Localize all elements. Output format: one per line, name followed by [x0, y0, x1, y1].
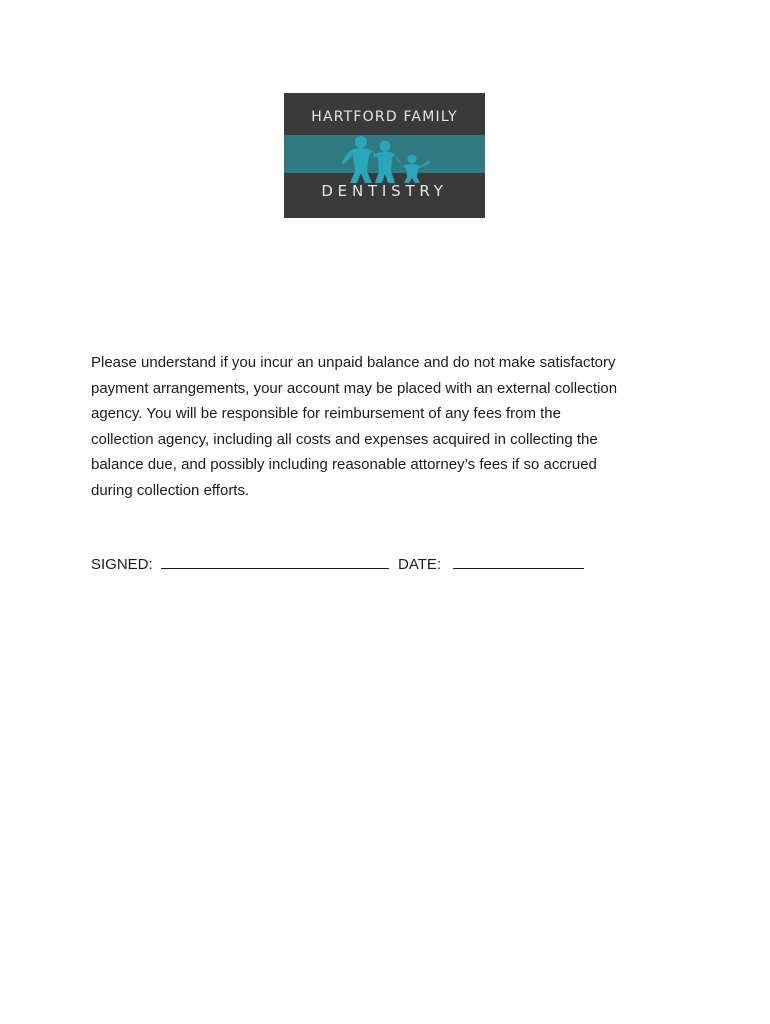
logo-text-top: HARTFORD FAMILY — [311, 109, 458, 125]
date-label: DATE: — [398, 556, 442, 573]
paragraph-line: collection agency, including all costs and expenses acquired in collecting the — [91, 430, 598, 448]
paragraph-line: payment arrangements, your account may be placed with an external collection — [91, 379, 618, 397]
signature-field[interactable] — [161, 554, 389, 569]
collection-policy-paragraph — [91, 350, 681, 503]
practice-logo — [284, 93, 485, 218]
paragraph-line: agency. You will be responsible for reimbursement of any fees from the — [91, 405, 561, 422]
family-figures-icon — [339, 133, 434, 183]
paragraph-line: Please understand if you incur an unpaid balance and do not make satisfactory — [91, 354, 616, 371]
paragraph-line: balance due, and possibly including reasonable attorney’s fees if so accrued — [91, 456, 597, 473]
signed-label: SIGNED: — [91, 556, 153, 573]
logo-text-bottom: DENTISTRY — [321, 182, 448, 200]
date-field[interactable] — [453, 554, 584, 569]
paragraph-line: during collection efforts. — [91, 481, 250, 499]
signature-row — [91, 554, 584, 576]
